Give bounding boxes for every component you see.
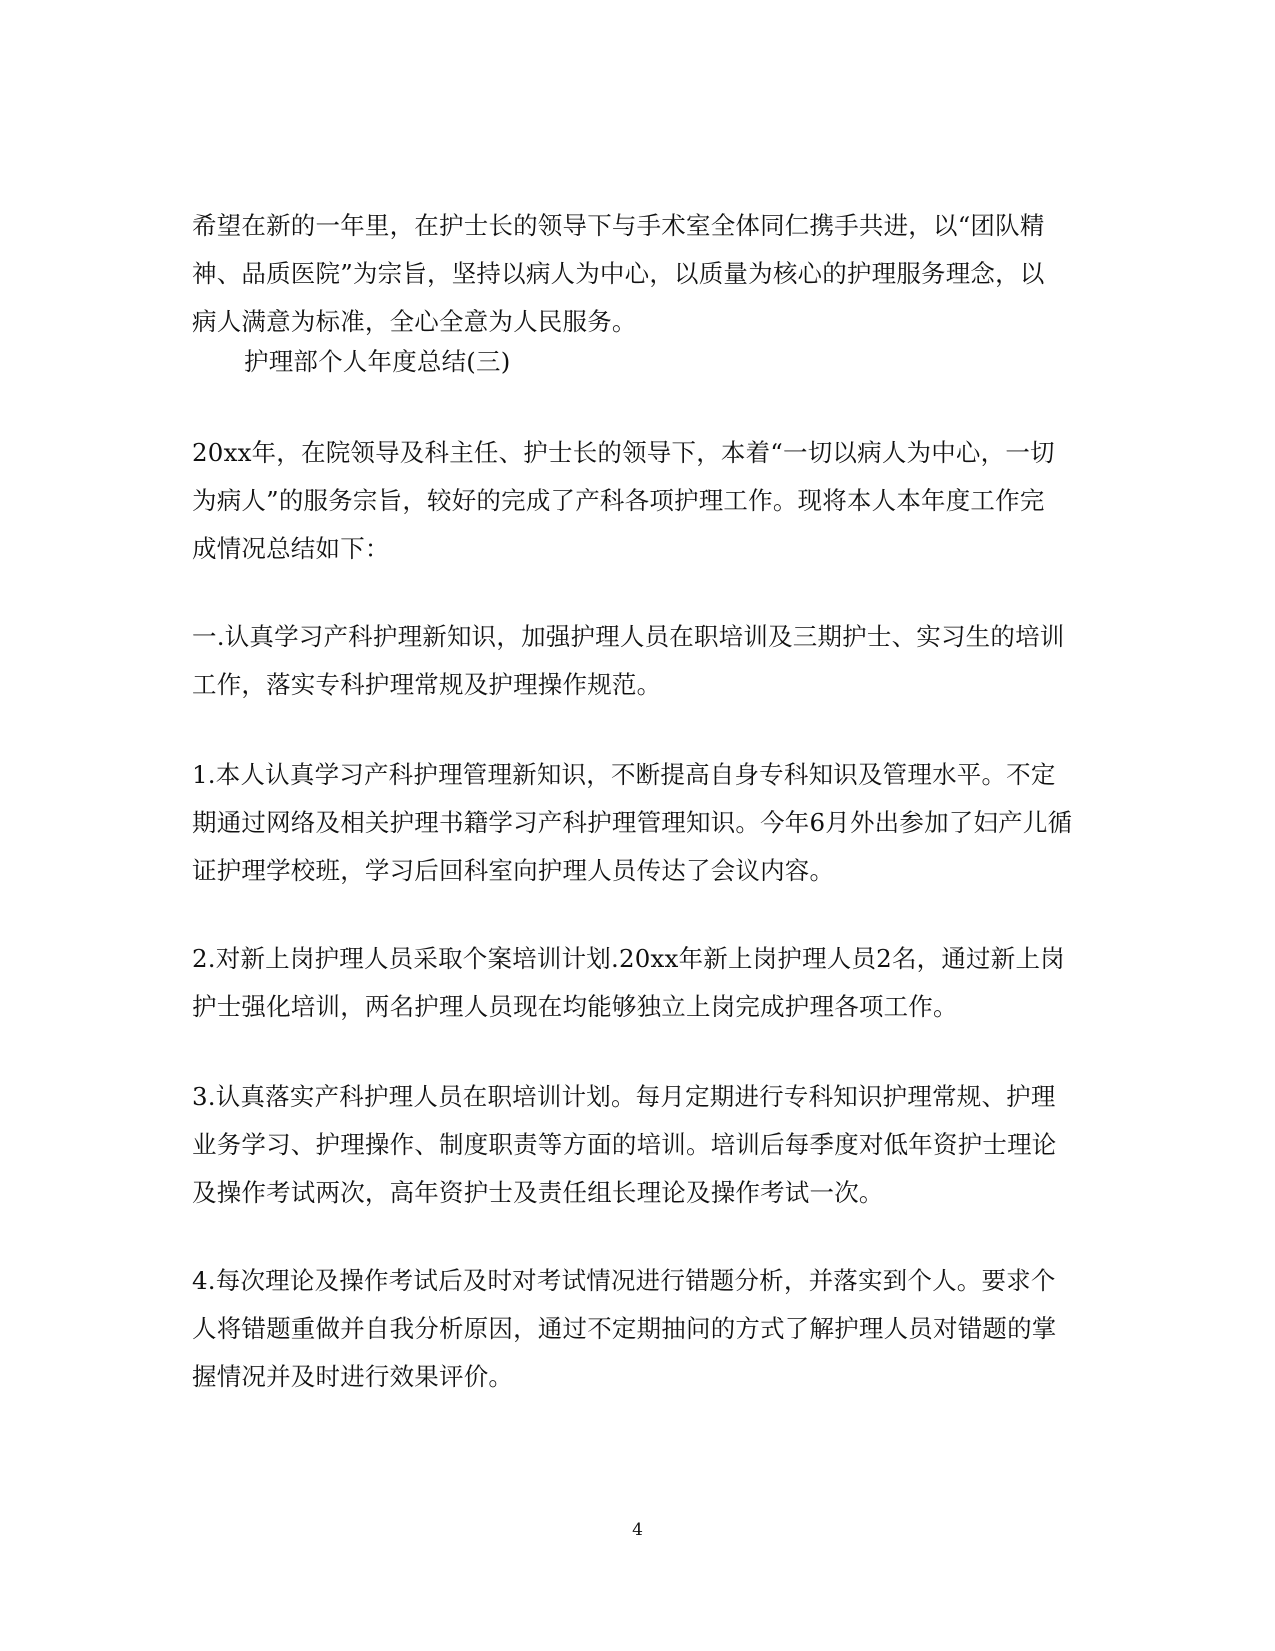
text-line: 证护理学校班，学习后回科室向护理人员传达了会议内容。 (192, 856, 835, 885)
paragraph-intro (192, 429, 1082, 573)
text-line: 2.对新上岗护理人员采取个案培训计划.20xx年新上岗护理人员2名，通过新上岗 (192, 944, 1065, 973)
text-line: 希望在新的一年里，在护士长的领导下与手术室全体同仁携手共进，以“团队精 (192, 211, 1045, 240)
text-line: 为病人”的服务宗旨，较好的完成了产科各项护理工作。现将本人本年度工作完 (192, 486, 1045, 515)
text-line: 20xx年，在院领导及科主任、护士长的领导下，本着“一切以病人为中心，一切 (192, 438, 1055, 467)
paragraph-item-3 (192, 1073, 1082, 1217)
text-line: 及操作考试两次，高年资护士及责任组长理论及操作考试一次。 (192, 1178, 884, 1207)
paragraph-section-one (192, 613, 1082, 709)
text-line: 3.认真落实产科护理人员在职培训计划。每月定期进行专科知识护理常规、护理 (192, 1082, 1056, 1111)
paragraph-item-2 (192, 935, 1082, 1031)
text-line: 工作，落实专科护理常规及护理操作规范。 (192, 670, 662, 699)
paragraph-closing-wish (192, 202, 1082, 346)
text-line: 人将错题重做并自我分析原因，通过不定期抽问的方式了解护理人员对错题的掌 (192, 1314, 1057, 1343)
paragraph-item-1 (192, 751, 1082, 895)
section-heading (244, 338, 1134, 386)
text-line: 护士强化培训，两名护理人员现在均能够独立上岗完成护理各项工作。 (192, 992, 958, 1021)
text-line: 握情况并及时进行效果评价。 (192, 1362, 514, 1391)
text-line: 神、品质医院”为宗旨，坚持以病人为中心，以质量为核心的护理服务理念，以 (192, 259, 1045, 288)
heading-text: 护理部个人年度总结(三) (244, 347, 511, 376)
text-line: 业务学习、护理操作、制度职责等方面的培训。培训后每季度对低年资护士理论 (192, 1130, 1057, 1159)
text-line: 4.每次理论及操作考试后及时对考试情况进行错题分析，并落实到个人。要求个 (192, 1266, 1056, 1295)
paragraph-item-4 (192, 1257, 1082, 1401)
text-line: 病人满意为标准，全心全意为人民服务。 (192, 307, 637, 336)
page-number: 4 (632, 1520, 643, 1540)
text-line: 期通过网络及相关护理书籍学习产科护理管理知识。今年6月外出参加了妇产儿循 (192, 808, 1073, 837)
text-line: 成情况总结如下： (192, 534, 390, 563)
text-line: 1.本人认真学习产科护理管理新知识，不断提高自身专科知识及管理水平。不定 (192, 760, 1056, 789)
text-line: 一.认真学习产科护理新知识，加强护理人员在职培训及三期护士、实习生的培训 (192, 622, 1065, 651)
